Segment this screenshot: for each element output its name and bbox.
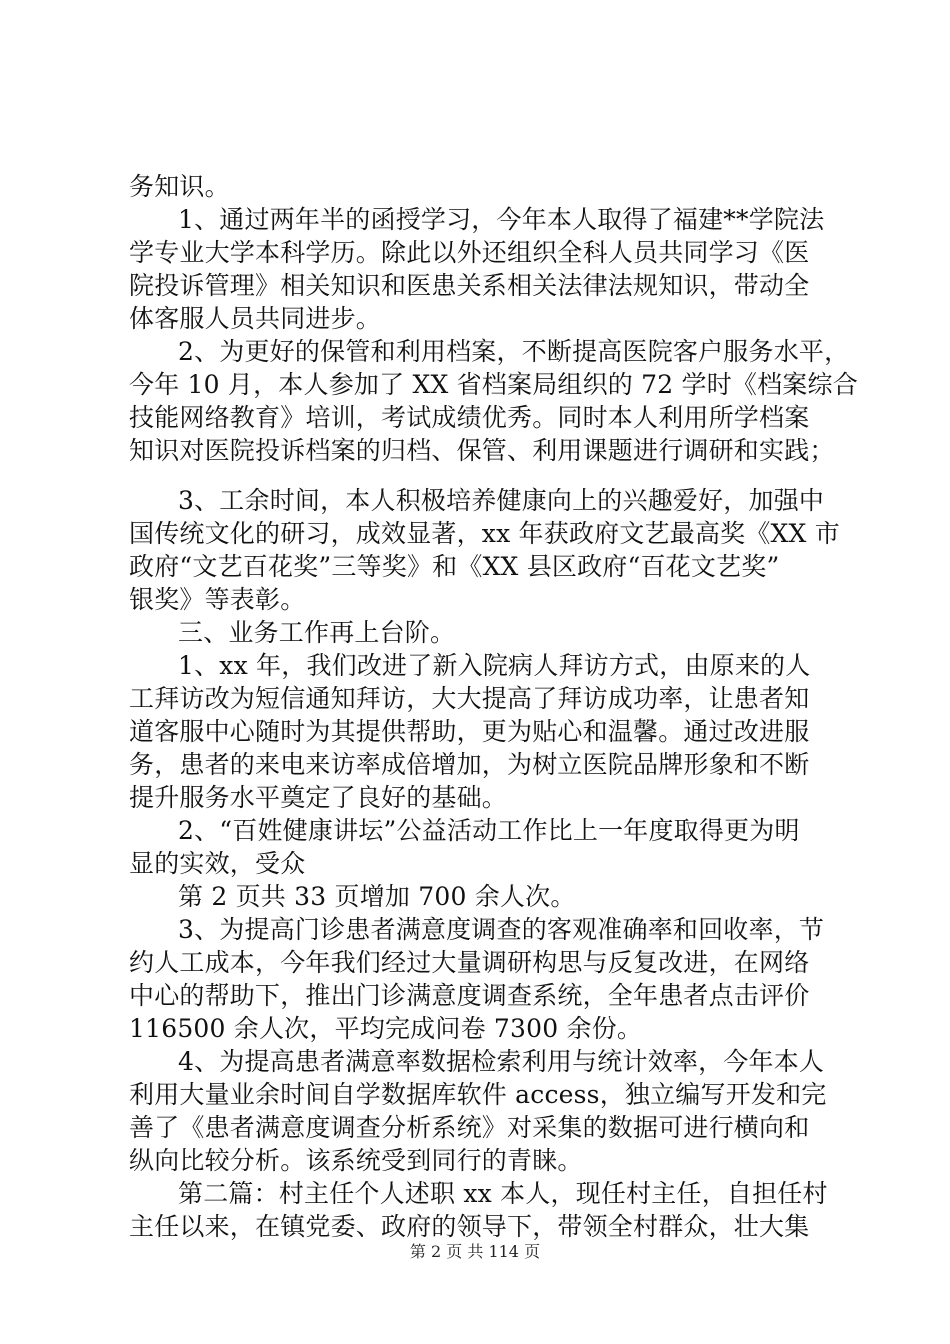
text-line: 今年 10 月，本人参加了 XX 省档案局组织的 72 学时《档案综合 — [129, 370, 858, 399]
text-line: 学专业大学本科学历。除此以外还组织全科人员共同学习《医 — [129, 238, 810, 267]
text-line: 务，患者的来电来访率成倍增加，为树立医院品牌形象和不断 — [129, 750, 810, 779]
text-line: 院投诉管理》相关知识和医患关系相关法律法规知识，带动全 — [129, 271, 810, 300]
text-line: 工拜访改为短信通知拜访，大大提高了拜访成功率，让患者知 — [129, 684, 810, 713]
text-line: 2、“百姓健康讲坛”公益活动工作比上一年度取得更为明 — [178, 816, 800, 845]
text-line: 主任以来，在镇党委、政府的领导下，带领全村群众，壮大集 — [129, 1212, 810, 1241]
text-line: 约人工成本，今年我们经过大量调研构思与反复改进，在网络 — [129, 948, 810, 977]
text-line: 第 2 页共 33 页增加 700 余人次。 — [178, 882, 576, 911]
text-line: 2、为更好的保管和利用档案，不断提高医院客户服务水平， — [178, 337, 850, 366]
text-line: 显的实效，受众 — [129, 849, 306, 878]
text-line: 1、通过两年半的函授学习，今年本人取得了福建**学院法 — [178, 205, 825, 234]
text-line: 中心的帮助下，推出门诊满意度调查系统，全年患者点击评价 — [129, 981, 810, 1010]
text-line: 知识对医院投诉档案的归档、保管、利用课题进行调研和实践； — [129, 436, 835, 465]
text-line: 3、为提高门诊患者满意度调查的客观准确率和回收率，节 — [178, 915, 825, 944]
section-heading: 三、业务工作再上台阶。 — [178, 618, 456, 647]
text-line: 体客服人员共同进步。 — [129, 304, 382, 333]
text-line: 4、为提高患者满意率数据检索利用与统计效率，今年本人 — [178, 1047, 825, 1076]
page-number-footer: 第 2 页 共 114 页 — [409, 1242, 541, 1261]
text-line: 善了《患者满意度调查分析系统》对采集的数据可进行横向和 — [129, 1113, 810, 1142]
text-line: 务知识。 — [129, 172, 230, 201]
text-line: 1、xx 年，我们改进了新入院病人拜访方式，由原来的人 — [178, 651, 811, 680]
text-line: 道客服中心随时为其提供帮助，更为贴心和温馨。通过改进服 — [129, 717, 810, 746]
text-line: 3、工余时间，本人积极培养健康向上的兴趣爱好，加强中 — [178, 486, 825, 515]
text-line: 利用大量业余时间自学数据库软件 access，独立编写开发和完 — [129, 1080, 827, 1109]
text-line: 银奖》等表彰。 — [129, 585, 306, 614]
text-line: 纵向比较分析。该系统受到同行的青睐。 — [129, 1146, 583, 1175]
text-line: 116500 余人次，平均完成问卷 7300 余份。 — [129, 1014, 643, 1043]
text-line: 技能网络教育》培训，考试成绩优秀。同时本人利用所学档案 — [129, 403, 810, 432]
text-line: 政府“文艺百花奖”三等奖》和《XX 县区政府“百花文艺奖” — [129, 552, 780, 581]
text-line: 国传统文化的研习，成效显著，xx 年获政府文艺最高奖《XX 市 — [129, 519, 840, 548]
text-line: 提升服务水平奠定了良好的基础。 — [129, 783, 508, 812]
text-line: 第二篇：村主任个人述职 xx 本人，现任村主任，自担任村 — [178, 1179, 828, 1208]
